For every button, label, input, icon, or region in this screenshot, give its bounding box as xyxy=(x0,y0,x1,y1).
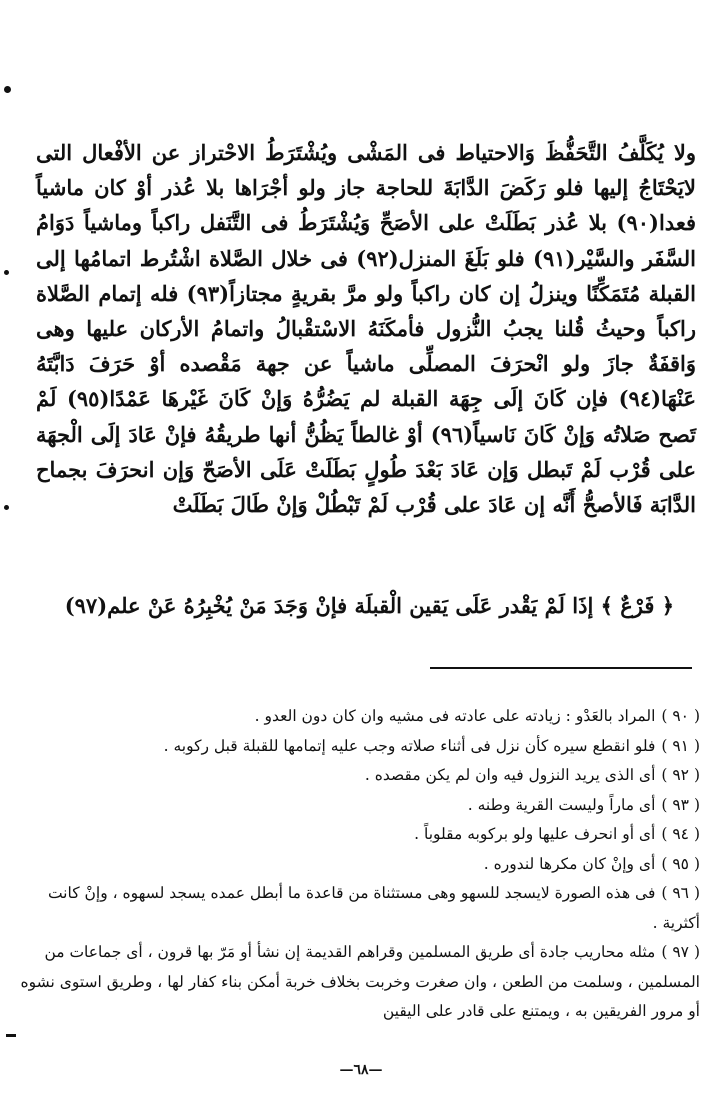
footnote-number: ( ٩١ ) xyxy=(661,736,700,755)
footnote-number: ( ٩٠ ) xyxy=(661,707,700,725)
footnote xyxy=(16,820,700,850)
footnote xyxy=(16,850,700,880)
footnote xyxy=(16,879,700,938)
branch-label: ﴿ فَرْعٌ ﴾ xyxy=(600,593,674,618)
footnote-text: المراد بالعَدْو : زيادته على عادته فى مشيه وان كان دون العدو . xyxy=(254,707,656,725)
branch-block xyxy=(36,584,696,628)
footnote-number: ( ٩٥ ) xyxy=(661,854,700,873)
page-number: —٦٨— xyxy=(339,1062,383,1078)
footnotes xyxy=(16,702,700,1027)
footnote xyxy=(16,702,700,732)
footnote-text: أى الذى يريد النزول فيه وان لم يكن مقصده . xyxy=(364,766,656,784)
branch-paragraph xyxy=(36,584,696,628)
footnote-separator xyxy=(430,667,692,669)
main-text-block xyxy=(36,135,696,522)
footnote-text: مثله محاريب جادة أى طريق المسلمين وقراهم القديمة إن نشأ أو مَرّ بها قرون ، أى جماعات من المسلمين ، وسلمت من الطعن ، وان صغرت وخربت بخلاف خربة أمكن بناء كفار لها ، وطريق استوى نشوه أو مرور الفريقين به ، ويمتنع على قادر على اليقين xyxy=(20,943,700,1020)
footnote-number: ( ٩٦ ) xyxy=(661,884,700,902)
footnote-text: فلو انقطع سيره كأن نزل فى أثناء صلاته وجب عليه إتمامها للقبلة قبل ركوبه . xyxy=(163,736,656,755)
footnote-number: ( ٩٧ ) xyxy=(661,943,700,961)
margin-mark xyxy=(4,505,9,510)
footnote-number: ( ٩٤ ) xyxy=(661,825,700,843)
footnote xyxy=(16,791,700,821)
footnote xyxy=(16,761,700,791)
footnote-text: أى ماراً وليست القرية وطنه . xyxy=(467,795,656,814)
footnote-text: فى هذه الصورة لايسجد للسهو وهى مستثناة من قاعدة ما أبطل عمده يسجد لسهوه ، وإنْ كانت أكثرية . xyxy=(47,884,700,932)
footnote xyxy=(16,938,700,1027)
footnote-number: ( ٩٢ ) xyxy=(661,766,700,784)
footnote xyxy=(16,732,700,762)
margin-mark xyxy=(4,270,9,275)
footnote-text: أى وإنْ كان مكرها لندوره . xyxy=(483,854,656,873)
margin-mark xyxy=(6,1034,16,1037)
main-paragraph: ولا يُكَلَّفُ التَّحَفُّظَ وَالاحتياط فى المَشْى ويُشْتَرَطُ الاحْتراز عن الأفْعال التى لايَحْتَاجُ إليها فلو رَكَضَ الدَّابَةَ للحاجة جاز ولو أجْرَاها بلا عُذر أوْ كان ماشياً فعدا(٩٠) بلا عُذر بَطَلَتْ على الأصَحِّ وَيُشْتَرَطُ فى التَّنَفل راكباً وماشياً دَوَامُ السَّفَر والسَّيْر(٩١) فلو بَلَغَ المنزل(٩٢) فى خلال الصَّلاة اشْتُرط اتمامُها إلى القبلة مُتَمَكِّنًا وينزلُ إن كان راكباً ولو مرَّ بقريةٍ مجتازاً(٩٣) فله إتمام الصَّلاة راكباً وحيثُ قُلنا يجبُ النُّزول فأمكَنَهُ الاسْتقْبالُ واتمامُ الأركان عليها وهى وَاقفَةٌ جازَ ولو انْحرَفَ المصلِّى ماشياً عن جهة مَقْصده أوْ حَرَفَ دَابَّتَهُ عَنْهَا(٩٤) فإن كَانَ إلَى جِهَة القبلة لم يَضُرُّهُ وَإنْ كَانَ غَيْرهَا عَمْدًا(٩٥) لَمْ تَصح صَلاتُه وَإنْ كَانَ نَاسياً(٩٦) أوْ غالطاً يَظُنُّ أنها طريقُهُ فإنْ عَادَ إلَى الْجهَة على قُرْب لَمْ تَبطل وَإن عَادَ بَعْدَ طُولٍ بَطَلَتْ عَلَى الأصَحّ وَإن انحرَفَ بجماح الدَّابَة فَالأصحُّ أَنَّه إن عَادَ على قُرْب لَمْ تَبْطُلْ وَإنْ طَالَ بَطَلَتْ xyxy=(36,140,696,518)
branch-text: إذَا لَمْ يَقْدر عَلَى يَقين الْقبلَة فإنْ وَجَدَ مَنْ يُخْبِرُهُ عَنْ علم(٩٧) xyxy=(64,593,594,618)
footnote-text: أى أو انحرف عليها ولو بركوبه مقلوباً . xyxy=(414,825,656,843)
footnote-number: ( ٩٣ ) xyxy=(661,795,700,814)
margin-mark xyxy=(4,86,11,93)
